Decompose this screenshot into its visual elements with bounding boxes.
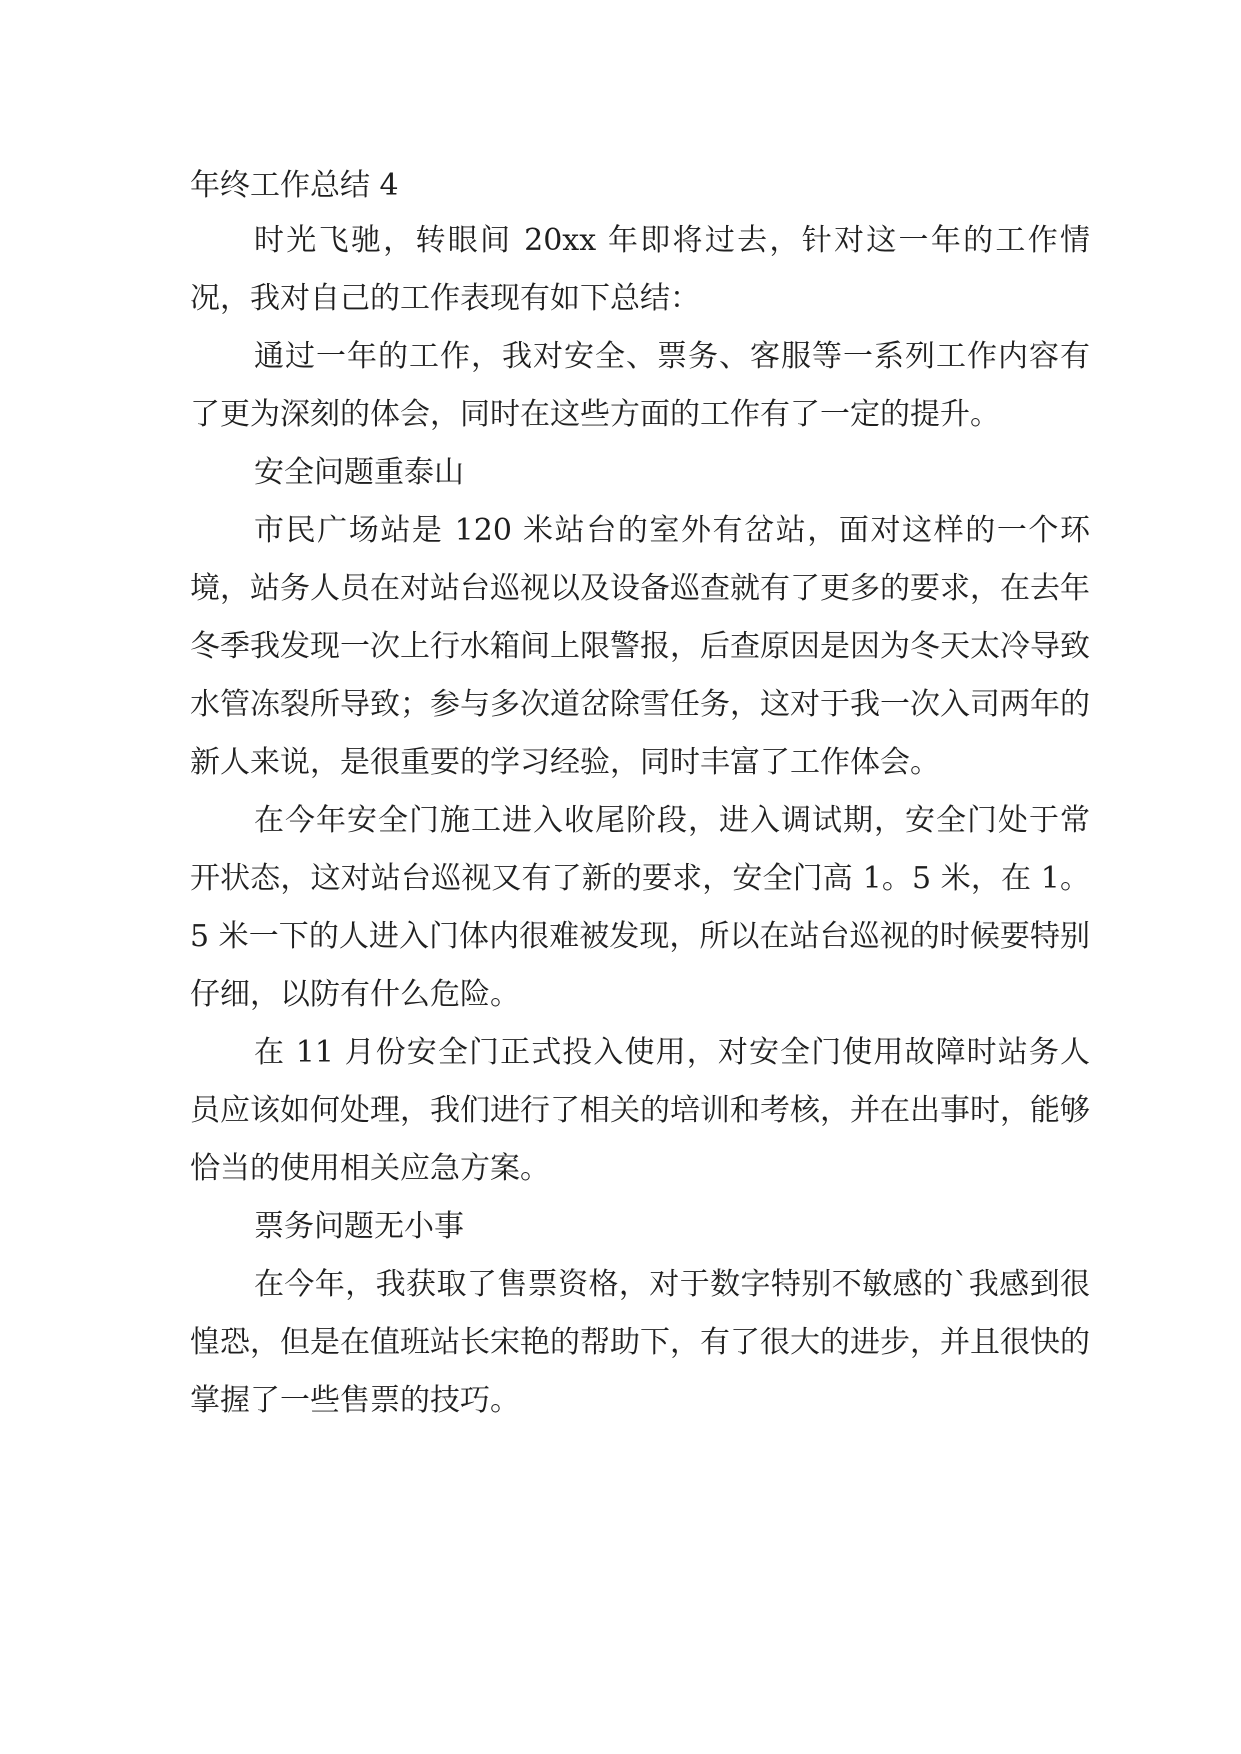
paragraph-safety-training: 在 11 月份安全门正式投入使用，对安全门使用故障时站务人员应该如何处理，我们进行了相关的培训和考核，并在出事时，能够恰当的使用相关应急方案。 <box>190 1035 1090 1186</box>
section-title-safety: 安全问题重泰山 <box>254 455 464 490</box>
document-title: 年终工作总结 4 <box>190 168 399 203</box>
paragraph-intro: 时光飞驰，转眼间 20xx 年即将过去，针对这一年的工作情况，我对自己的工作表现有如下总结： <box>190 223 1090 316</box>
paragraph-safety-station: 市民广场站是 120 米站台的室外有岔站，面对这样的一个环境，站务人员在对站台巡视以及设备巡查就有了更多的要求，在去年冬季我发现一次上行水箱间上限警报，后查原因是因为冬天太冷导致水管冻裂所导致；参与多次道岔除雪任务，这对于我一次入司两年的新人来说，是很重要的学习经验，同时丰富了工作体会。 <box>190 513 1090 780</box>
document-page <box>190 160 1090 1430</box>
section-title-ticketing: 票务问题无小事 <box>254 1209 464 1244</box>
paragraph-safety-door: 在今年安全门施工进入收尾阶段，进入调试期，安全门处于常开状态，这对站台巡视又有了新的要求，安全门高 1。5 米，在 1。5 米一下的人进入门体内很难被发现，所以在站台巡视的时候要特别仔细，以防有什么危险。 <box>190 803 1090 1012</box>
paragraph-ticketing: 在今年，我获取了售票资格，对于数字特别不敏感的`我感到很惶恐，但是在值班站长宋艳的帮助下，有了很大的进步，并且很快的掌握了一些售票的技巧。 <box>190 1267 1090 1418</box>
paragraph-summary: 通过一年的工作，我对安全、票务、客服等一系列工作内容有了更为深刻的体会，同时在这些方面的工作有了一定的提升。 <box>190 339 1090 432</box>
